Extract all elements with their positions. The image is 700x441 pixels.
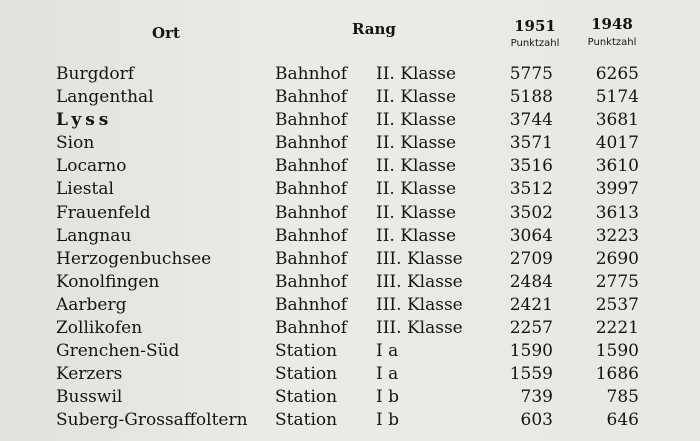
cell-1948: 2690	[595, 248, 639, 269]
cell-1951: 3516	[509, 156, 553, 177]
cell-category: Bahnhof	[275, 271, 348, 292]
table-row	[0, 202, 700, 225]
cell-class: II. Klasse	[376, 225, 457, 246]
cell-1948: 2537	[595, 294, 639, 315]
cell-ort: Langenthal	[56, 87, 154, 108]
table-row	[0, 386, 700, 409]
header-year-1951: 1951	[514, 17, 556, 35]
cell-1948: 3997	[595, 179, 639, 200]
cell-1951: 5188	[509, 87, 553, 108]
cell-1951: 1559	[509, 364, 553, 385]
cell-ort: Burgdorf	[56, 64, 134, 84]
station-table	[0, 63, 700, 433]
cell-category: Bahnhof	[275, 318, 348, 339]
cell-class: II. Klasse	[376, 64, 457, 84]
cell-class: II. Klasse	[376, 202, 457, 223]
cell-category: Bahnhof	[275, 294, 348, 315]
cell-ort: Busswil	[56, 387, 123, 408]
cell-class: II. Klasse	[376, 110, 457, 131]
cell-class: III. Klasse	[376, 248, 463, 269]
cell-1951: 2484	[509, 271, 553, 292]
cell-class: II. Klasse	[376, 156, 457, 177]
cell-ort: Frauenfeld	[56, 202, 151, 223]
cell-class: II. Klasse	[376, 133, 457, 154]
table-row	[0, 409, 700, 432]
cell-1951: 739	[520, 387, 553, 408]
cell-class: III. Klasse	[376, 271, 463, 292]
cell-category: Station	[275, 341, 338, 362]
cell-ort: Zollikofen	[56, 318, 143, 339]
cell-1948: 3223	[595, 225, 639, 246]
cell-class: I b	[376, 410, 400, 431]
cell-category: Station	[275, 364, 338, 385]
cell-1951: 5775	[509, 64, 553, 84]
cell-1951: 3064	[509, 225, 553, 246]
header-ort: Ort	[152, 24, 180, 42]
table-row	[0, 178, 700, 201]
cell-1948: 3681	[595, 110, 639, 131]
cell-class: I a	[376, 341, 399, 362]
cell-category: Bahnhof	[275, 133, 348, 154]
table-row	[0, 294, 700, 317]
cell-1948: 2221	[595, 318, 639, 339]
cell-category: Bahnhof	[275, 87, 348, 108]
table-row	[0, 155, 700, 178]
cell-1948: 5174	[595, 87, 639, 108]
table-row	[0, 363, 700, 386]
cell-category: Bahnhof	[275, 110, 348, 131]
cell-1948: 3613	[595, 202, 639, 223]
table-row	[0, 271, 700, 294]
cell-1951: 2709	[509, 248, 553, 269]
cell-category: Bahnhof	[275, 64, 348, 84]
cell-1951: 603	[520, 410, 553, 431]
cell-1948: 1686	[595, 364, 639, 385]
cell-1948: 785	[606, 387, 639, 408]
cell-category: Bahnhof	[275, 156, 348, 177]
table-row	[0, 109, 700, 132]
cell-1951: 2257	[509, 318, 553, 339]
cell-class: II. Klasse	[376, 87, 457, 108]
cell-ort: Liestal	[56, 179, 114, 200]
cell-ort: Konolfingen	[56, 271, 160, 292]
cell-1948: 6265	[595, 64, 639, 84]
cell-category: Bahnhof	[275, 225, 348, 246]
cell-1948: 646	[606, 410, 639, 431]
cell-ort: Sion	[56, 133, 95, 154]
cell-ort: Langnau	[56, 225, 132, 246]
cell-category: Bahnhof	[275, 202, 348, 223]
cell-1951: 1590	[509, 341, 553, 362]
cell-1948: 2775	[595, 271, 639, 292]
table-row	[0, 132, 700, 155]
table-row	[0, 225, 700, 248]
cell-ort: Lyss	[56, 110, 113, 131]
cell-1948: 1590	[595, 341, 639, 362]
header-sub-1951: Punktzahl	[510, 38, 560, 49]
cell-1951: 3512	[509, 179, 553, 200]
cell-category: Bahnhof	[275, 179, 348, 200]
cell-1951: 3744	[509, 110, 553, 131]
cell-1948: 3610	[595, 156, 639, 177]
cell-category: Station	[275, 410, 338, 431]
cell-1951: 3502	[509, 202, 553, 223]
cell-1948: 4017	[595, 133, 639, 154]
table-row	[0, 248, 700, 271]
table-row	[0, 340, 700, 363]
cell-class: III. Klasse	[376, 294, 463, 315]
cell-class: II. Klasse	[376, 179, 457, 200]
cell-category: Bahnhof	[275, 248, 348, 269]
cell-ort: Locarno	[56, 156, 127, 177]
header-rang: Rang	[352, 20, 396, 38]
table-row	[0, 86, 700, 109]
header-sub-1948: Punktzahl	[587, 37, 637, 48]
cell-ort: Kerzers	[56, 364, 123, 385]
table-row	[0, 317, 700, 340]
cell-class: I a	[376, 364, 399, 385]
cell-category: Station	[275, 387, 338, 408]
cell-class: III. Klasse	[376, 318, 463, 339]
cell-class: I b	[376, 387, 400, 408]
cell-1951: 3571	[509, 133, 553, 154]
cell-1951: 2421	[509, 294, 553, 315]
table-row	[0, 63, 700, 86]
cell-ort: Aarberg	[56, 294, 127, 315]
cell-ort: Suberg-Grossaffoltern	[56, 410, 248, 431]
header-year-1948: 1948	[591, 15, 633, 33]
cell-ort: Herzogenbuchsee	[56, 248, 212, 269]
cell-ort: Grenchen-Süd	[56, 341, 180, 362]
